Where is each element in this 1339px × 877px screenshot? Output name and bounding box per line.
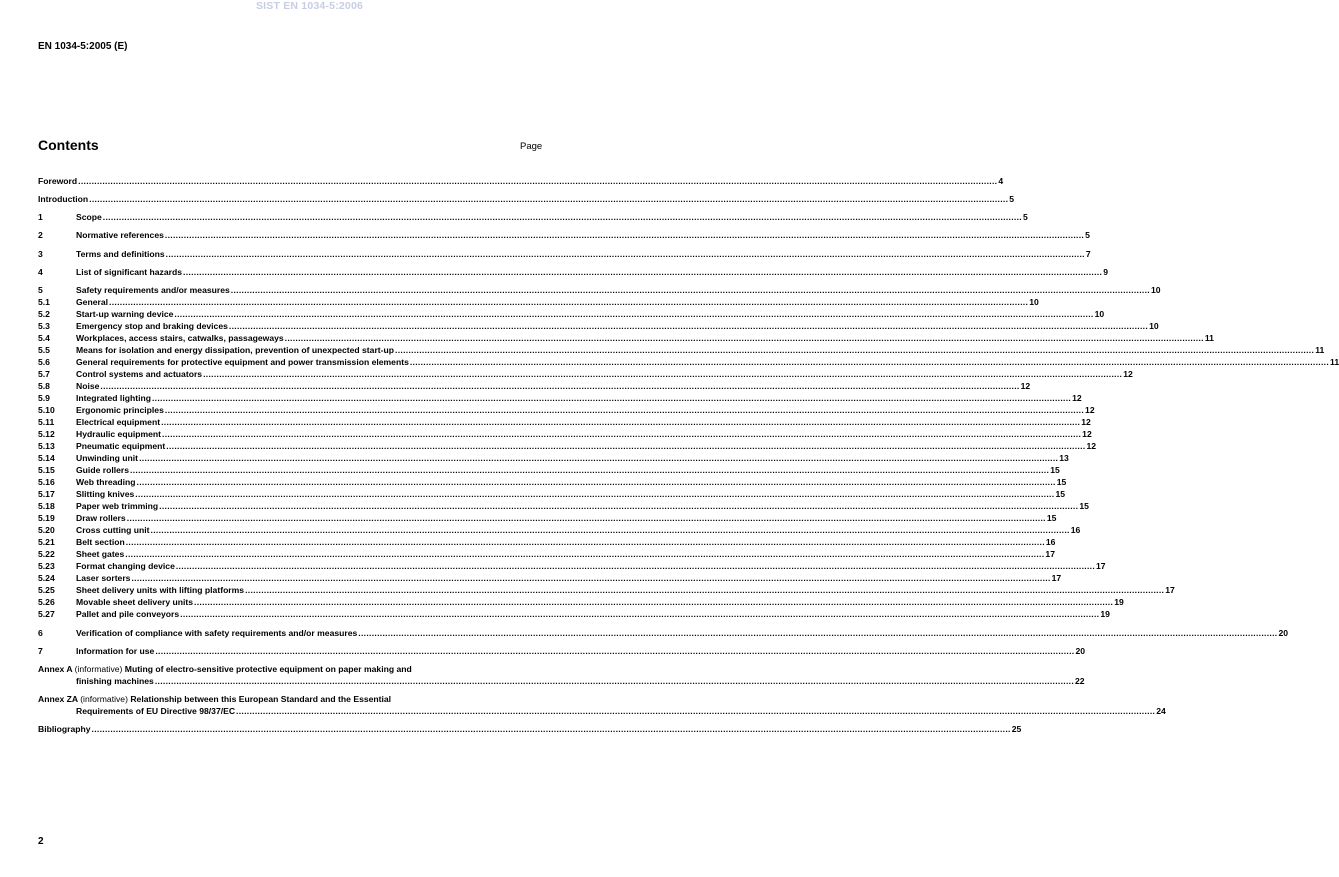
dot-leader: ...................................................................................................................................................................................................................................................................................................................................................... <box>203 369 1123 379</box>
toc-entry-page: 10 <box>1149 321 1159 331</box>
toc-entry-number: 5.16 <box>38 477 55 487</box>
toc-entry-title: Unwinding unit <box>76 453 139 463</box>
toc-entry-5-26[interactable] <box>38 595 1124 607</box>
toc-entry-page: 15 <box>1046 513 1057 523</box>
toc-entry-3[interactable] <box>38 247 1091 259</box>
toc-entry-foreword[interactable] <box>38 174 1004 186</box>
toc-entry-title: Bibliography <box>38 724 91 734</box>
toc-entry-page: 12 <box>1085 405 1095 415</box>
toc-entry-number: 5.24 <box>38 573 55 583</box>
dot-leader: ...................................................................................................................................................................................................................................................................................................................................................... <box>409 357 1330 367</box>
dot-leader: ...................................................................................................................................................................................................................................................................................................................................................... <box>125 549 1045 559</box>
toc-entry-page: 11 <box>1330 357 1339 367</box>
annex-label: Annex A <box>38 664 73 674</box>
toc-entry-number: 5.3 <box>38 321 50 331</box>
dot-leader: ...................................................................................................................................................................................................................................................................................................................................................... <box>135 489 1055 499</box>
toc-entry-title: Sheet gates <box>76 549 125 559</box>
dot-leader: ...................................................................................................................................................................................................................................................................................................................................................... <box>164 405 1085 415</box>
toc-entry-page: 16 <box>1070 525 1081 535</box>
toc-entry-title: Noise <box>76 381 100 391</box>
dot-leader: ...................................................................................................................................................................................................................................................................................................................................................... <box>91 724 1011 734</box>
toc-entry-number: 5.19 <box>38 513 55 523</box>
toc-entry-5-24[interactable] <box>38 571 1062 583</box>
toc-entry-page: 15 <box>1056 477 1067 487</box>
toc-entry-title: Scope <box>76 212 102 222</box>
toc-entry-title: Information for use <box>76 646 155 656</box>
dot-leader: ...................................................................................................................................................................................................................................................................................................................................................... <box>166 441 1086 451</box>
toc-entry-title: Safety requirements and/or measures <box>76 285 230 295</box>
toc-entry-page: 12 <box>1072 393 1082 403</box>
toc-entry-number: 5.2 <box>38 309 50 319</box>
annex-type: (informative) <box>80 694 128 704</box>
toc-entry-page: 15 <box>1050 465 1060 475</box>
watermark: SIST EN 1034-5:2006 <box>255 0 364 12</box>
toc-entry-title: Workplaces, access stairs, catwalks, passageways <box>76 333 284 343</box>
toc-entry-page: 5 <box>1022 212 1028 222</box>
toc-entry-title: Ergonomic principles <box>76 405 164 415</box>
toc-entry-title: Terms and definitions <box>76 249 165 259</box>
toc-entry-5-6[interactable] <box>38 355 1339 367</box>
toc-entry-title: Start-up warning device <box>76 309 174 319</box>
toc-entry-page: 22 <box>1075 676 1085 686</box>
dot-leader: ...................................................................................................................................................................................................................................................................................................................................................... <box>284 333 1204 343</box>
toc-entry-title: General requirements for protective equipment and power transmission elements <box>76 357 409 367</box>
toc-entry-5-2[interactable] <box>38 307 1105 319</box>
toc-entry-5-22[interactable] <box>38 547 1055 559</box>
toc-entry-5-25[interactable] <box>38 583 1175 595</box>
page-number: 2 <box>38 836 44 847</box>
toc-entry-number: 4 <box>38 267 43 277</box>
toc-entry-title: General <box>76 297 109 307</box>
dot-leader: ...................................................................................................................................................................................................................................................................................................................................................... <box>102 212 1022 222</box>
toc-entry-page: 25 <box>1011 724 1022 734</box>
dot-leader: ...................................................................................................................................................................................................................................................................................................................................................... <box>175 561 1096 571</box>
toc-entry-5-4[interactable] <box>38 331 1214 343</box>
toc-entry-page: 13 <box>1059 453 1069 463</box>
toc-entry-number: 5.26 <box>38 597 55 607</box>
toc-entry-number: 5.12 <box>38 429 55 439</box>
toc-entry-number: 5.4 <box>38 333 50 343</box>
toc-entry-page: 11 <box>1204 333 1214 343</box>
dot-leader: ...................................................................................................................................................................................................................................................................................................................................................... <box>165 249 1085 259</box>
toc-entry-title: Web threading <box>76 477 136 487</box>
toc-entry-title: Belt section <box>76 537 125 547</box>
dot-leader: ...................................................................................................................................................................................................................................................................................................................................................... <box>125 537 1045 547</box>
toc-entry-page: 5 <box>1085 230 1090 240</box>
dot-leader: ...................................................................................................................................................................................................................................................................................................................................................... <box>162 429 1082 439</box>
dot-leader: ...................................................................................................................................................................................................................................................................................................................................................... <box>164 230 1085 240</box>
toc-entry-5-18[interactable] <box>38 499 1089 511</box>
toc-entry-title: Slitting knives <box>76 489 135 499</box>
toc-entry-page: 12 <box>1086 441 1097 451</box>
toc-entry-page: 17 <box>1165 585 1175 595</box>
dot-leader: ...................................................................................................................................................................................................................................................................................................................................................... <box>230 285 1150 295</box>
dot-leader: ...................................................................................................................................................................................................................................................................................................................................................... <box>161 417 1081 427</box>
toc-entry-5-7[interactable] <box>38 367 1133 379</box>
dot-leader: ...................................................................................................................................................................................................................................................................................................................................................... <box>245 585 1165 595</box>
dot-leader: ...................................................................................................................................................................................................................................................................................................................................................... <box>89 194 1009 204</box>
page-column-label: Page <box>520 141 543 152</box>
toc-entry-5-10[interactable] <box>38 403 1095 415</box>
dot-leader: ...................................................................................................................................................................................................................................................................................................................................................... <box>130 465 1050 475</box>
toc-entry-page: 10 <box>1029 297 1039 307</box>
toc-entry-5-16[interactable] <box>38 475 1067 487</box>
toc-entry-title: Verification of compliance with safety requirements and/or measures <box>76 628 358 638</box>
toc-entry-5-12[interactable] <box>38 427 1092 439</box>
toc-entry-5-3[interactable] <box>38 319 1159 331</box>
toc-entry-page: 17 <box>1045 549 1055 559</box>
toc-entry-page: 16 <box>1045 537 1056 547</box>
toc-entry-title: Introduction <box>38 194 89 204</box>
toc-entry-5-9[interactable] <box>38 391 1082 403</box>
toc-entry-annex-a-cont[interactable] <box>38 674 1085 686</box>
toc-entry-page: 12 <box>1082 429 1092 439</box>
toc-entry-title: Integrated lighting <box>76 393 151 403</box>
toc-entry-number: 5.13 <box>38 441 55 451</box>
toc-entry-number: 2 <box>38 230 43 240</box>
annex-title-line1: Muting of electro-sensitive protective equipment on paper making and <box>124 664 412 674</box>
toc-entry-annex-za-cont[interactable] <box>38 704 1166 716</box>
toc-entry-7[interactable] <box>38 644 1086 656</box>
toc-entry-number: 5.18 <box>38 501 55 511</box>
toc-entry-number: 1 <box>38 212 43 222</box>
toc-entry-title: Means for isolation and energy dissipation, prevention of unexpected start-up <box>76 345 395 355</box>
toc-entry-5-8[interactable] <box>38 379 1031 391</box>
toc-entry-title: Draw rollers <box>76 513 126 523</box>
standard-code: EN 1034-5:2005 (E) <box>38 41 128 52</box>
dot-leader: ...................................................................................................................................................................................................................................................................................................................................................... <box>151 393 1072 403</box>
dot-leader: ...................................................................................................................................................................................................................................................................................................................................................... <box>358 628 1278 638</box>
toc-entry-page: 10 <box>1094 309 1105 319</box>
toc-entry-page: 9 <box>1103 267 1108 277</box>
toc-entry-page: 11 <box>1315 345 1325 355</box>
toc-entry-5-11[interactable] <box>38 415 1091 427</box>
toc-entry-annex-za[interactable] <box>38 692 545 704</box>
toc-entry-title: Laser sorters <box>76 573 131 583</box>
toc-entry-number: 5.9 <box>38 393 50 403</box>
toc-entry-page: 20 <box>1075 646 1086 656</box>
annex-label: Annex ZA <box>38 694 78 704</box>
dot-leader: ...................................................................................................................................................................................................................................................................................................................................................... <box>150 525 1070 535</box>
toc-entry-title: Movable sheet delivery units <box>76 597 194 607</box>
toc-entry-page: 15 <box>1055 489 1065 499</box>
toc-entry-title: Pneumatic equipment <box>76 441 166 451</box>
toc-entry-number: 5.7 <box>38 369 50 379</box>
dot-leader: ...................................................................................................................................................................................................................................................................................................................................................... <box>109 297 1029 307</box>
toc-entry-5-20[interactable] <box>38 523 1081 535</box>
toc-entry-number: 5.1 <box>38 297 50 307</box>
toc-entry-page: 15 <box>1079 501 1089 511</box>
toc-entry-5-27[interactable] <box>38 607 1110 619</box>
toc-entry-page: 12 <box>1081 417 1091 427</box>
toc-entry-page: 19 <box>1100 609 1110 619</box>
dot-leader: ...................................................................................................................................................................................................................................................................................................................................................... <box>139 453 1059 463</box>
toc-entry-title: Hydraulic equipment <box>76 429 161 439</box>
toc-entry-number: 5.25 <box>38 585 55 595</box>
toc-entry-page: 5 <box>1009 194 1015 204</box>
toc-entry-title: Normative references <box>76 230 164 240</box>
toc-entry-1[interactable] <box>38 210 1028 222</box>
annex-title-line1: Relationship between this European Standard and the Essential <box>130 694 392 704</box>
toc-entry-number: 5.6 <box>38 357 50 367</box>
toc-entry-number: 5.8 <box>38 381 50 391</box>
toc-entry-page: 12 <box>1020 381 1031 391</box>
toc-entry-number: 5.11 <box>38 417 55 427</box>
toc-entry-title: Paper web trimming <box>76 501 159 511</box>
toc-entry-title: Cross cutting unit <box>76 525 150 535</box>
toc-entry-number: 5.20 <box>38 525 55 535</box>
toc-entry-number: 5.15 <box>38 465 55 475</box>
toc-entry-number: 3 <box>38 249 43 259</box>
toc-entry-5-5[interactable] <box>38 343 1325 355</box>
toc-entry-title: Electrical equipment <box>76 417 161 427</box>
toc-entry-page: 20 <box>1278 628 1289 638</box>
toc-entry-5-1[interactable] <box>38 295 1039 307</box>
toc-entry-number: 7 <box>38 646 43 656</box>
dot-leader: ...................................................................................................................................................................................................................................................................................................................................................... <box>194 597 1114 607</box>
toc-entry-page: 4 <box>998 176 1004 186</box>
toc-entry-page: 12 <box>1123 369 1133 379</box>
toc-entry-title: Foreword <box>38 176 78 186</box>
toc-entry-2[interactable] <box>38 228 1090 240</box>
dot-leader: ...................................................................................................................................................................................................................................................................................................................................................... <box>154 676 1075 686</box>
toc-entry-title: Control systems and actuators <box>76 369 203 379</box>
dot-leader: ...................................................................................................................................................................................................................................................................................................................................................... <box>100 381 1020 391</box>
toc-entry-5-21[interactable] <box>38 535 1056 547</box>
dot-leader: ...................................................................................................................................................................................................................................................................................................................................................... <box>126 513 1046 523</box>
dot-leader: ...................................................................................................................................................................................................................................................................................................................................................... <box>155 646 1075 656</box>
toc-entry-5-14[interactable] <box>38 451 1069 463</box>
toc-entry-title: Emergency stop and braking devices <box>76 321 228 331</box>
annex-title-line2: Requirements of EU Directive 98/37/EC <box>76 706 236 716</box>
toc-entry-number: 5.5 <box>38 345 50 355</box>
dot-leader: ...................................................................................................................................................................................................................................................................................................................................................... <box>159 501 1079 511</box>
toc-entry-annex-a[interactable] <box>38 662 545 674</box>
toc-entry-number: 5.23 <box>38 561 55 571</box>
toc-entry-number: 5.22 <box>38 549 55 559</box>
dot-leader: ...................................................................................................................................................................................................................................................................................................................................................... <box>136 477 1056 487</box>
toc-entry-page: 19 <box>1114 597 1124 607</box>
toc-entry-title: Format changing device <box>76 561 175 571</box>
toc-entry-title: Guide rollers <box>76 465 130 475</box>
toc-entry-number: 5 <box>38 285 43 295</box>
toc-entry-5-19[interactable] <box>38 511 1057 523</box>
toc-entry-title: Pallet and pile conveyors <box>76 609 180 619</box>
toc-entry-number: 5.17 <box>38 489 55 499</box>
toc-entry-page: 7 <box>1085 249 1091 259</box>
toc-entry-number: 5.14 <box>38 453 55 463</box>
toc-entry-introduction[interactable] <box>38 192 1015 204</box>
toc-entry-number: 5.10 <box>38 405 55 415</box>
dot-leader: ...................................................................................................................................................................................................................................................................................................................................................... <box>183 267 1103 277</box>
toc-entry-5-23[interactable] <box>38 559 1106 571</box>
toc-entry-6[interactable] <box>38 626 1289 638</box>
dot-leader: ...................................................................................................................................................................................................................................................................................................................................................... <box>180 609 1100 619</box>
annex-title-line2: finishing machines <box>76 676 154 686</box>
toc-entry-5-17[interactable] <box>38 487 1065 499</box>
toc-entry-4[interactable] <box>38 265 1108 277</box>
toc-entry-page: 10 <box>1150 285 1161 295</box>
toc-entry-page: 17 <box>1096 561 1106 571</box>
dot-leader: ...................................................................................................................................................................................................................................................................................................................................................... <box>174 309 1094 319</box>
toc-entry-title: List of significant hazards <box>76 267 183 277</box>
dot-leader: ...................................................................................................................................................................................................................................................................................................................................................... <box>236 706 1156 716</box>
toc-entry-number: 6 <box>38 628 43 638</box>
dot-leader: ...................................................................................................................................................................................................................................................................................................................................................... <box>131 573 1051 583</box>
toc-entry-page: 17 <box>1051 573 1062 583</box>
toc-entry-5-13[interactable] <box>38 439 1097 451</box>
dot-leader: ...................................................................................................................................................................................................................................................................................................................................................... <box>78 176 998 186</box>
contents-title: Contents <box>38 137 99 153</box>
toc-entry-bibliography[interactable] <box>38 722 1022 734</box>
dot-leader: ...................................................................................................................................................................................................................................................................................................................................................... <box>395 345 1315 355</box>
toc-entry-page: 24 <box>1156 706 1166 716</box>
toc-entry-number: 5.21 <box>38 537 55 547</box>
dot-leader: ...................................................................................................................................................................................................................................................................................................................................................... <box>228 321 1149 331</box>
toc-entry-5[interactable] <box>38 283 1161 295</box>
toc-entry-5-15[interactable] <box>38 463 1060 475</box>
toc-entry-title: Sheet delivery units with lifting platforms <box>76 585 245 595</box>
toc-entry-number: 5.27 <box>38 609 55 619</box>
annex-type: (informative) <box>74 664 123 674</box>
